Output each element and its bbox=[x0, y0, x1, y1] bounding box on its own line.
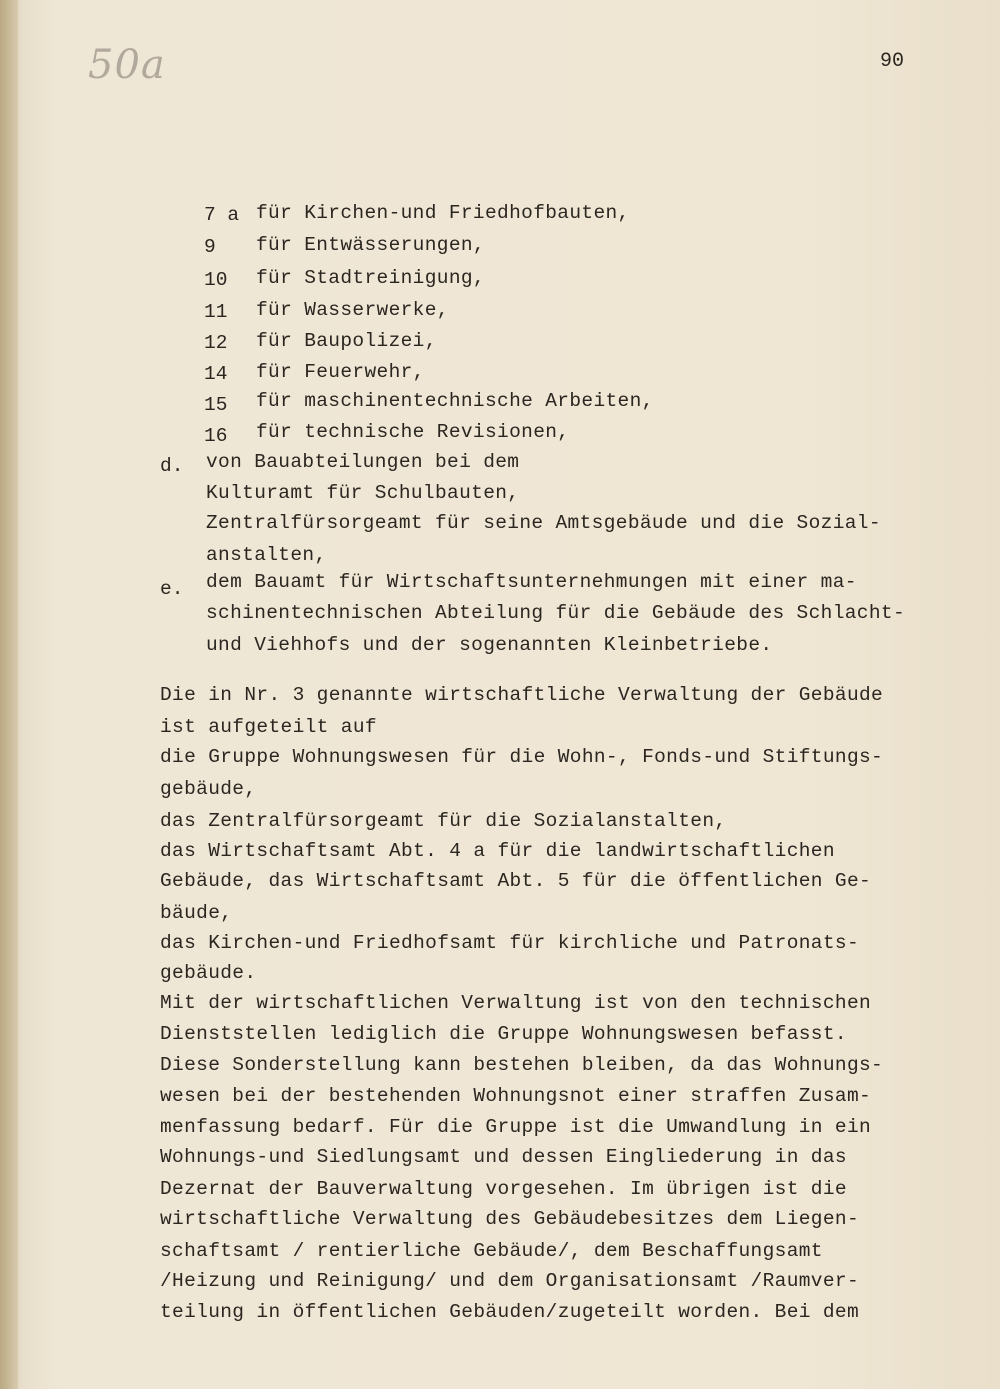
paragraph-line: gebäude. bbox=[160, 962, 257, 984]
paragraph-line: /Heizung und Reinigung/ und dem Organisationsamt /Raumver- bbox=[160, 1270, 860, 1292]
list-item-number: 15 bbox=[204, 394, 228, 416]
paragraph-line: das Zentralfürsorgeamt für die Sozialanstalten, bbox=[160, 810, 727, 832]
paragraph-line: ist aufgeteilt auf bbox=[160, 716, 377, 738]
list-item-text: für Baupolizei, bbox=[256, 330, 437, 352]
list-item-number: 10 bbox=[204, 269, 228, 291]
paragraph-line: die Gruppe Wohnungswesen für die Wohn-, Fonds-und Stiftungs- bbox=[160, 746, 884, 768]
list-item-number: 7 a bbox=[204, 204, 240, 226]
paragraph-line: Mit der wirtschaftlichen Verwaltung ist von den technischen bbox=[160, 992, 872, 1014]
section-e-line: dem Bauamt für Wirtschaftsunternehmungen mit einer ma- bbox=[206, 571, 857, 593]
paragraph-line: das Kirchen-und Friedhofsamt für kirchliche und Patronats- bbox=[160, 932, 860, 954]
list-item-text: für Kirchen-und Friedhofbauten, bbox=[256, 202, 630, 224]
list-item-text: für Wasserwerke, bbox=[256, 299, 449, 321]
list-item-text: für maschinentechnische Arbeiten, bbox=[256, 390, 654, 412]
paragraph-line: Dezernat der Bauverwaltung vorgesehen. Im übrigen ist die bbox=[160, 1178, 847, 1200]
paper-edge bbox=[0, 0, 18, 1389]
paragraph-line: wirtschaftliche Verwaltung des Gebäudebesitzes dem Liegen- bbox=[160, 1208, 860, 1230]
section-e-line: und Viehhofs und der sogenannten Kleinbetriebe. bbox=[206, 634, 773, 656]
paragraph-line: das Wirtschaftsamt Abt. 4 a für die landwirtschaftlichen bbox=[160, 840, 835, 862]
paragraph-line: wesen bei der bestehenden Wohnungsnot einer straffen Zusam- bbox=[160, 1085, 872, 1107]
paragraph-line: bäude, bbox=[160, 902, 233, 924]
section-d-line: von Bauabteilungen bei dem bbox=[206, 451, 520, 473]
list-item-text: für Entwässerungen, bbox=[256, 234, 485, 256]
list-item-number: 12 bbox=[204, 332, 228, 354]
section-d-line: Zentralfürsorgeamt für seine Amtsgebäude und die Sozial- bbox=[206, 512, 881, 534]
paragraph-line: Die in Nr. 3 genannte wirtschaftliche Verwaltung der Gebäude bbox=[160, 684, 884, 706]
paragraph-line: Diese Sonderstellung kann bestehen bleiben, da das Wohnungs- bbox=[160, 1054, 884, 1076]
list-item-text: für Feuerwehr, bbox=[256, 361, 425, 383]
paragraph-line: gebäude, bbox=[160, 778, 257, 800]
paragraph-line: schaftsamt / rentierliche Gebäude/, dem Beschaffungsamt bbox=[160, 1240, 823, 1262]
section-e-line: schinentechnischen Abteilung für die Gebäude des Schlacht- bbox=[206, 602, 906, 624]
section-e-marker: e. bbox=[160, 578, 184, 600]
paragraph-line: Gebäude, das Wirtschaftsamt Abt. 5 für die öffentlichen Ge- bbox=[160, 870, 872, 892]
list-item-number: 9 bbox=[204, 236, 216, 258]
list-item-number: 11 bbox=[204, 301, 228, 323]
paragraph-line: Wohnungs-und Siedlungsamt und dessen Eingliederung in das bbox=[160, 1146, 847, 1168]
list-item-number: 14 bbox=[204, 363, 228, 385]
list-item-text: für Stadtreinigung, bbox=[256, 267, 485, 289]
paragraph-line: menfassung bedarf. Für die Gruppe ist die Umwandlung in ein bbox=[160, 1116, 872, 1138]
section-d-marker: d. bbox=[160, 455, 184, 477]
paragraph-line: Dienststellen lediglich die Gruppe Wohnungswesen befasst. bbox=[160, 1023, 847, 1045]
section-d-line: anstalten, bbox=[206, 544, 327, 566]
list-item-number: 16 bbox=[204, 425, 228, 447]
page-number: 90 bbox=[880, 50, 905, 73]
paragraph-line: teilung in öffentlichen Gebäuden/zugeteilt worden. Bei dem bbox=[160, 1301, 860, 1323]
handwritten-folio-note: 50a bbox=[88, 42, 166, 88]
section-d-line: Kulturamt für Schulbauten, bbox=[206, 482, 520, 504]
list-item-text: für technische Revisionen, bbox=[256, 421, 570, 443]
